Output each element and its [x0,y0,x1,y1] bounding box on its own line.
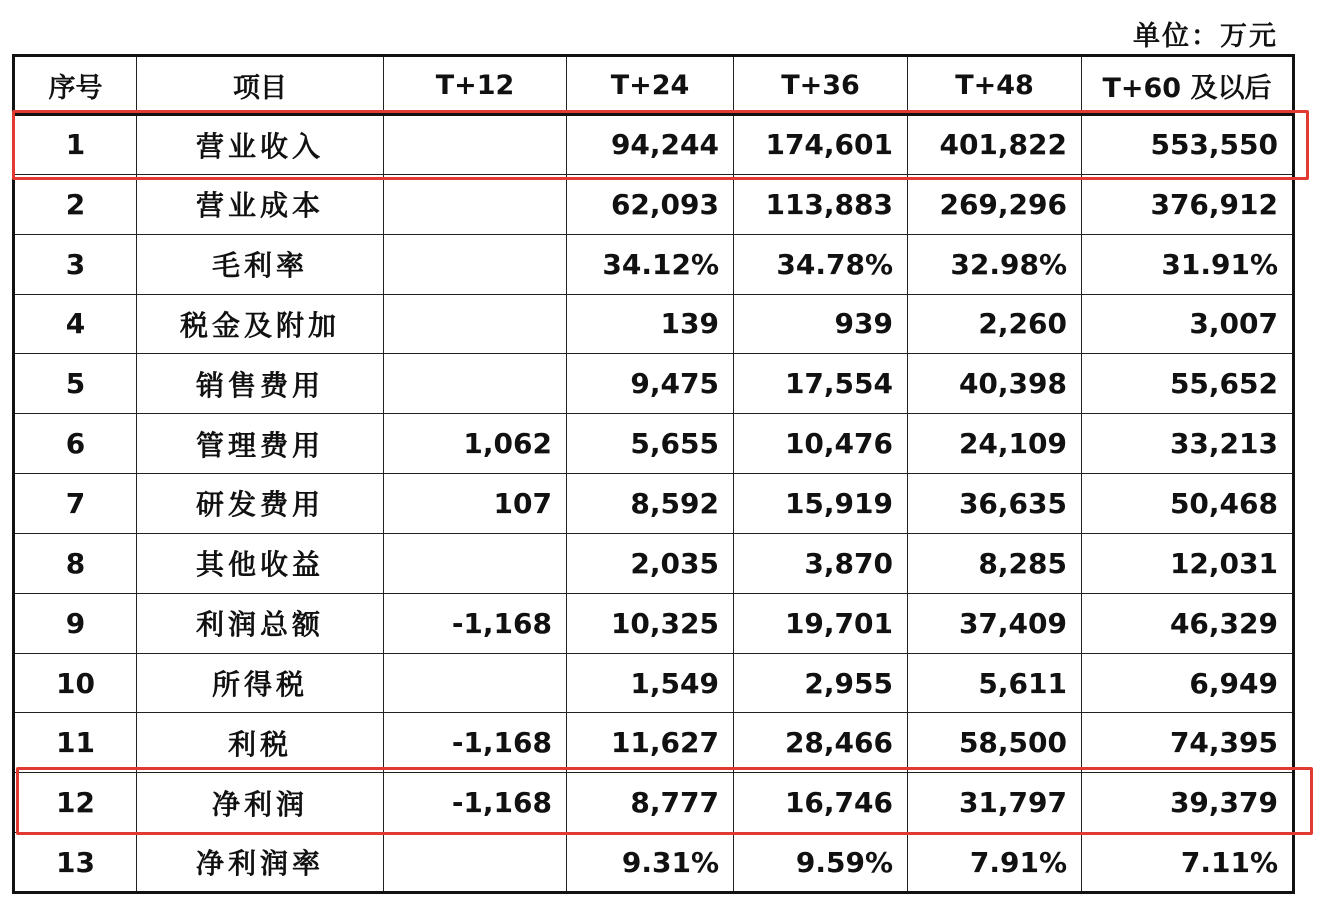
cell-index: 13 [14,833,137,893]
cell-t24: 8,777 [567,773,734,833]
cell-t48: 401,822 [908,115,1082,175]
cell-t36: 28,466 [734,713,908,773]
cell-t24: 94,244 [567,115,734,175]
cell-t36: 15,919 [734,474,908,534]
cell-item: 营业成本 [137,174,384,234]
cell-t12 [384,115,567,175]
cell-t12 [384,354,567,414]
cell-t12 [384,653,567,713]
cell-index: 5 [14,354,137,414]
cell-t60: 12,031 [1082,533,1294,593]
cell-t36: 174,601 [734,115,908,175]
unit-label: 单位：万元 [1133,21,1278,52]
header-t36: T+36 [734,56,908,115]
cell-t24: 9,475 [567,354,734,414]
cell-index: 11 [14,713,137,773]
cell-item: 毛利率 [137,234,384,294]
header-t12: T+12 [384,56,567,115]
cell-t36: 16,746 [734,773,908,833]
cell-t48: 32.98% [908,234,1082,294]
cell-item: 研发费用 [137,474,384,534]
cell-t60: 3,007 [1082,294,1294,354]
table-row [14,294,1294,354]
cell-t48: 36,635 [908,474,1082,534]
cell-t60: 7.11% [1082,833,1294,893]
cell-t36: 17,554 [734,354,908,414]
cell-t60: 376,912 [1082,174,1294,234]
cell-t60: 553,550 [1082,115,1294,175]
cell-index: 6 [14,414,137,474]
cell-item: 所得税 [137,653,384,713]
cell-t36: 3,870 [734,533,908,593]
cell-t24: 2,035 [567,533,734,593]
cell-t12 [384,174,567,234]
cell-t12: -1,168 [384,713,567,773]
table-row [14,653,1294,713]
cell-t12 [384,533,567,593]
cell-index: 12 [14,773,137,833]
cell-index: 1 [14,115,137,175]
table-row [14,713,1294,773]
cell-index: 9 [14,593,137,653]
cell-t24: 10,325 [567,593,734,653]
table-row [14,833,1294,893]
table-row [14,593,1294,653]
cell-t12 [384,234,567,294]
cell-item: 销售费用 [137,354,384,414]
cell-t36: 113,883 [734,174,908,234]
cell-t48: 2,260 [908,294,1082,354]
cell-t60: 46,329 [1082,593,1294,653]
cell-t48: 8,285 [908,533,1082,593]
cell-t12: 107 [384,474,567,534]
table-row [14,474,1294,534]
table-row [14,174,1294,234]
cell-t60: 6,949 [1082,653,1294,713]
cell-t24: 9.31% [567,833,734,893]
header-index: 序号 [14,56,137,115]
cell-index: 3 [14,234,137,294]
table-row [14,354,1294,414]
cell-t60: 55,652 [1082,354,1294,414]
cell-t48: 24,109 [908,414,1082,474]
cell-t24: 139 [567,294,734,354]
cell-t12: -1,168 [384,593,567,653]
cell-t48: 40,398 [908,354,1082,414]
header-t24: T+24 [567,56,734,115]
cell-item: 利税 [137,713,384,773]
cell-index: 2 [14,174,137,234]
header-t48: T+48 [908,56,1082,115]
cell-item: 管理费用 [137,414,384,474]
cell-t36: 34.78% [734,234,908,294]
cell-t60: 33,213 [1082,414,1294,474]
cell-t36: 939 [734,294,908,354]
cell-index: 7 [14,474,137,534]
cell-index: 8 [14,533,137,593]
header-t60: T+60 及以后 [1082,56,1294,115]
cell-t60: 50,468 [1082,474,1294,534]
cell-t24: 1,549 [567,653,734,713]
financial-projection-table [12,54,1295,894]
table-row [14,533,1294,593]
cell-t48: 58,500 [908,713,1082,773]
cell-t48: 269,296 [908,174,1082,234]
cell-t36: 2,955 [734,653,908,713]
cell-t36: 10,476 [734,414,908,474]
cell-t60: 39,379 [1082,773,1294,833]
cell-item: 净利润率 [137,833,384,893]
cell-t12 [384,833,567,893]
cell-t12: 1,062 [384,414,567,474]
cell-t24: 62,093 [567,174,734,234]
header-item: 项目 [137,56,384,115]
table-row [14,234,1294,294]
cell-t48: 7.91% [908,833,1082,893]
cell-t24: 8,592 [567,474,734,534]
cell-item: 利润总额 [137,593,384,653]
table-row [14,414,1294,474]
cell-t48: 31,797 [908,773,1082,833]
cell-item: 其他收益 [137,533,384,593]
cell-t48: 5,611 [908,653,1082,713]
cell-item: 净利润 [137,773,384,833]
cell-t48: 37,409 [908,593,1082,653]
cell-t12: -1,168 [384,773,567,833]
table-row [14,115,1294,175]
table-row [14,773,1294,833]
cell-t36: 19,701 [734,593,908,653]
cell-t60: 74,395 [1082,713,1294,773]
cell-item: 税金及附加 [137,294,384,354]
cell-t60: 31.91% [1082,234,1294,294]
cell-t12 [384,294,567,354]
cell-item: 营业收入 [137,115,384,175]
header-row [14,56,1294,115]
cell-t36: 9.59% [734,833,908,893]
cell-index: 4 [14,294,137,354]
cell-t24: 11,627 [567,713,734,773]
cell-t24: 34.12% [567,234,734,294]
cell-t24: 5,655 [567,414,734,474]
cell-index: 10 [14,653,137,713]
